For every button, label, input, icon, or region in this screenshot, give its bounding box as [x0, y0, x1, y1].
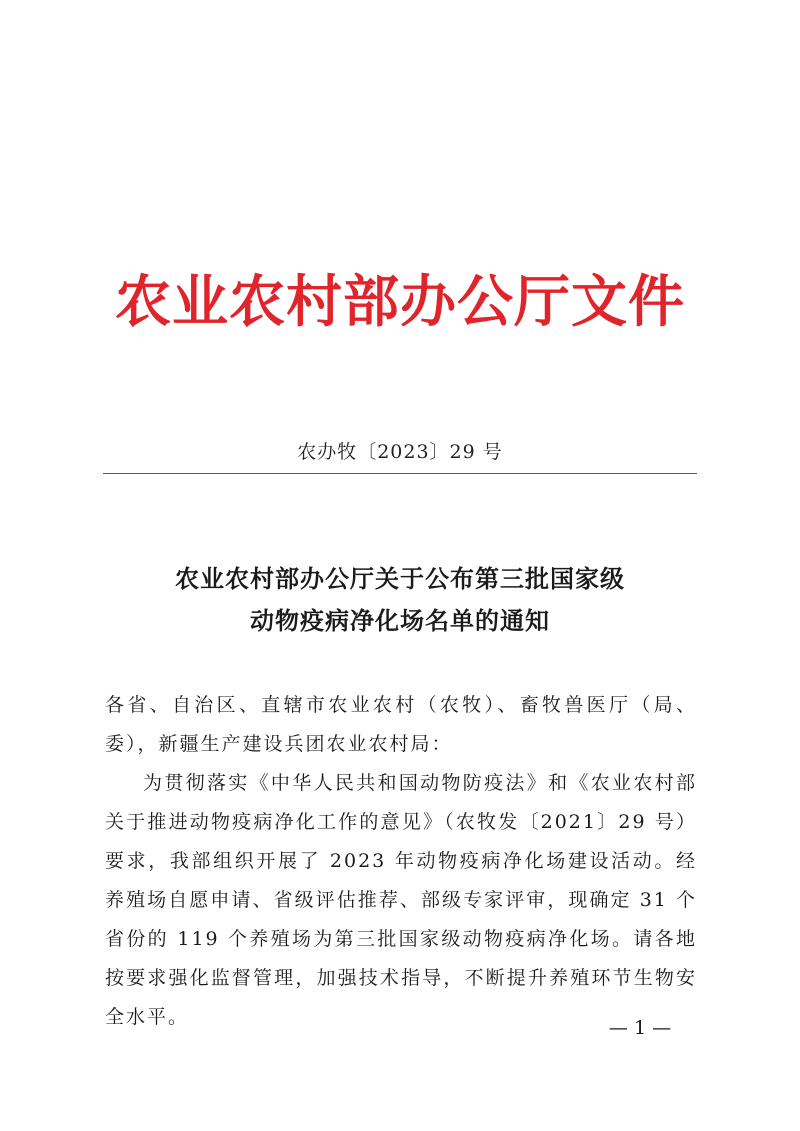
notice-title-line-1: 农业农村部办公厅关于公布第三批国家级 — [175, 565, 625, 593]
salutation: 各省、自治区、直辖市农业农村（农牧）、畜牧兽医厅（局、委），新疆生产建设兵团农业农村局： — [105, 694, 697, 755]
page-number: — 1 — — [608, 1017, 672, 1039]
masthead-title: 农业农村部办公厅文件 — [115, 269, 685, 335]
red-divider-line — [103, 473, 697, 474]
document-number: 农办牧〔2023〕29 号 — [297, 441, 503, 463]
body-paragraph-1: 为贯彻落实《中华人民共和国动物防疫法》和《农业农村部关于推进动物疫病净化工作的意见》（农牧发〔2021〕29 号）要求，我部组织开展了 2023 年动物疫病净化场建设活动。经养殖场自愿申请、省级评估推荐、部级专家评审，现确定 31 个省份的 119 个养殖场为第三批国家级动物疫病净化场。请各地按要求强化监督管理，加强技术指导，不断提升养殖环节生物安全水平。 — [105, 772, 697, 1028]
notice-title — [100, 558, 700, 642]
notice-body — [105, 686, 697, 1037]
notice-title-line-2: 动物疫病净化场名单的通知 — [250, 607, 550, 635]
